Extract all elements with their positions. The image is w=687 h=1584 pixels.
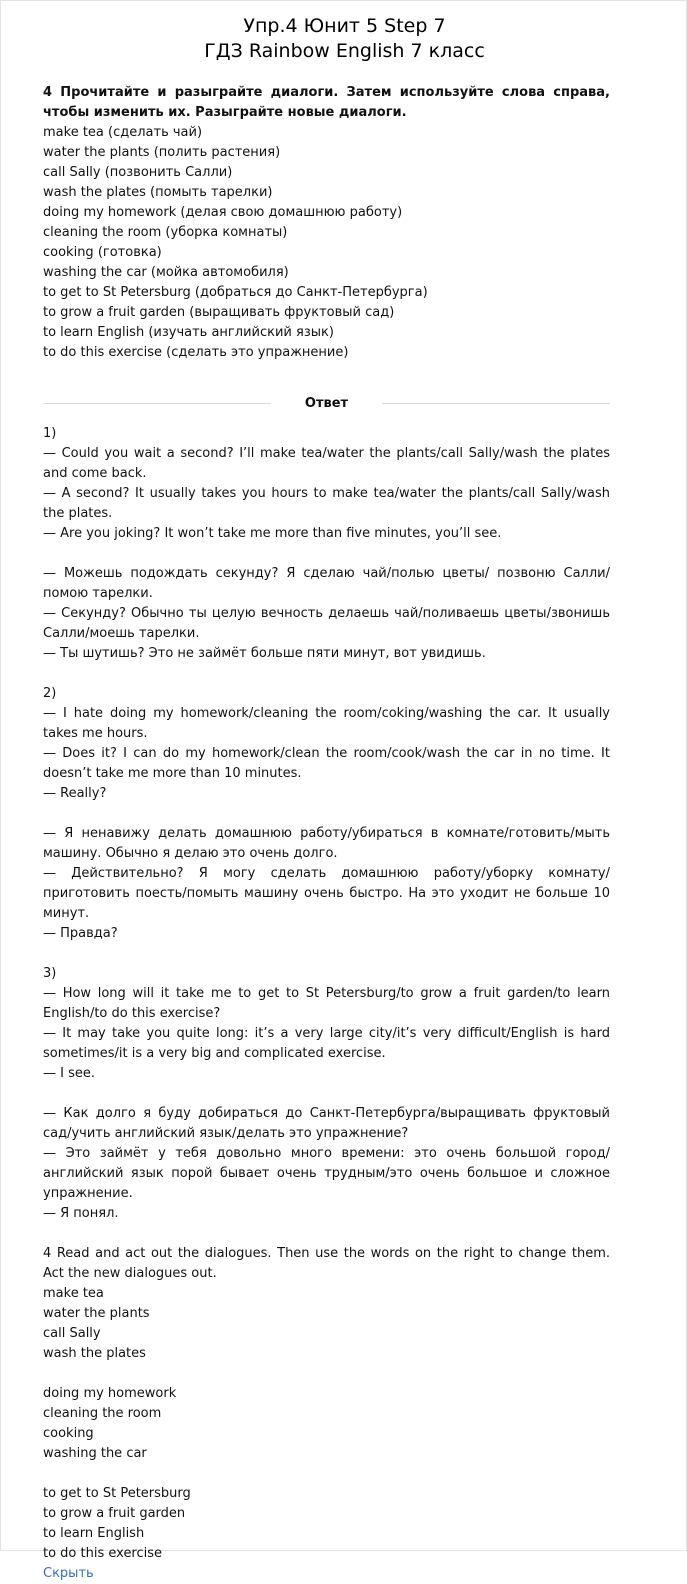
word-item: wash the plates (помыть тарелки) bbox=[43, 185, 273, 200]
page bbox=[1, 1, 687, 1581]
original-word: to do this exercise bbox=[43, 1546, 163, 1561]
answer-divider bbox=[43, 395, 610, 415]
word-item: make tea (сделать чай) bbox=[43, 125, 203, 140]
word-item: call Sally (позвонить Салли) bbox=[43, 165, 233, 180]
word-item: to do this exercise (сделать это упражнение) bbox=[43, 345, 349, 360]
word-item: cleaning the room (уборка комнаты) bbox=[43, 225, 288, 240]
dialogue-line-en: — Really? bbox=[43, 786, 107, 801]
original-word: make tea bbox=[43, 1286, 104, 1301]
dialogue-line-ru: — Как долго я буду добираться до Санкт-Петербурга/выращивать фруктовый сад/учить английский язык/делать это упражнение? bbox=[43, 1106, 610, 1141]
original-word: to grow a fruit garden bbox=[43, 1506, 186, 1521]
dialogue-line-ru: — Правда? bbox=[43, 926, 118, 941]
original-word: cooking bbox=[43, 1426, 94, 1441]
answer-label: Ответ bbox=[304, 396, 349, 411]
task-instruction: 4 Прочитайте и разыграйте диалоги. Затем используйте слова справа, чтобы изменить их. Разыграйте новые диалоги. bbox=[43, 85, 610, 120]
word-item: to learn English (изучать английский язык) bbox=[43, 325, 334, 340]
dialogue-line-en: — Are you joking? It won’t take me more than five minutes, you’ll see. bbox=[43, 526, 502, 541]
word-item: water the plants (полить растения) bbox=[43, 145, 281, 160]
dialogue-line-ru: — Секунду? Обычно ты целую вечность делаешь чай/поливаешь цветы/звонишь Салли/моешь тарелки. bbox=[43, 606, 610, 641]
original-word: wash the plates bbox=[43, 1346, 146, 1361]
divider-line-right bbox=[382, 403, 610, 404]
word-item: doing my homework (делая свою домашнюю работу) bbox=[43, 205, 403, 220]
page-subtitle: ГДЗ Rainbow English 7 класс bbox=[204, 40, 485, 62]
word-item: to get to St Petersburg (добраться до Санкт-Петербурга) bbox=[43, 285, 428, 300]
dialogue-line-ru: — Ты шутишь? Это не займёт больше пяти минут, вот увидишь. bbox=[43, 646, 486, 661]
dialogue-number: 3) bbox=[43, 966, 57, 981]
dialogue-line-en: — It may take you quite long: it’s a very large city/it’s very difficult/English is hard sometimes/it is a very big and complicated exercise. bbox=[43, 1026, 610, 1061]
original-instruction: 4 Read and act out the dialogues. Then use the words on the right to change them. Act the new dialogues out. bbox=[43, 1246, 610, 1281]
page-title: Упр.4 Юнит 5 Step 7 bbox=[243, 15, 446, 37]
original-word: cleaning the room bbox=[43, 1406, 162, 1421]
dialogue-line-en: — I hate doing my homework/cleaning the room/coking/washing the car. It usually takes me hours. bbox=[43, 706, 610, 741]
dialogue-line-en: — I see. bbox=[43, 1066, 95, 1081]
original-word: washing the car bbox=[43, 1446, 147, 1461]
word-item: washing the car (мойка автомобиля) bbox=[43, 265, 289, 280]
dialogue-line-ru: — Я понял. bbox=[43, 1206, 119, 1221]
task-block bbox=[43, 83, 610, 363]
word-item: cooking (готовка) bbox=[43, 245, 162, 260]
hide-link[interactable]: Скрыть bbox=[43, 1566, 94, 1581]
dialogue-number: 2) bbox=[43, 686, 57, 701]
original-word: doing my homework bbox=[43, 1386, 177, 1401]
dialogue-line-en: — Could you wait a second? I’ll make tea/water the plants/call Sally/wash the plates and come back. bbox=[43, 446, 610, 481]
dialogue-line-ru: — Это займёт у тебя довольно много времени: это очень большой город/английский язык порой бывает очень трудным/это очень большое и сложное упражнение. bbox=[43, 1146, 610, 1201]
original-word: water the plants bbox=[43, 1306, 150, 1321]
dialogue-line-en: — Does it? I can do my homework/clean the room/cook/wash the car in no time. It doesn’t take me more than 10 minutes. bbox=[43, 746, 610, 781]
dialogue-line-ru: — Можешь подождать секунду? Я сделаю чай/полью цветы/ позвоню Салли/помою тарелки. bbox=[43, 566, 610, 601]
dialogue-line-ru: — Я ненавижу делать домашнюю работу/убираться в комнате/готовить/мыть машину. Обычно я делаю это очень долго. bbox=[43, 826, 610, 861]
dialogue-line-ru: — Действительно? Я могу сделать домашнюю работу/уборку комнату/приготовить поесть/помыть машину очень быстро. На это уходит не больше 10 минут. bbox=[43, 866, 610, 921]
dialogue-line-en: — A second? It usually takes you hours to make tea/water the plants/call Sally/wash the plates. bbox=[43, 486, 610, 521]
word-item: to grow a fruit garden (выращивать фруктовый сад) bbox=[43, 305, 395, 320]
dialogue-number: 1) bbox=[43, 426, 57, 441]
original-word: call Sally bbox=[43, 1326, 101, 1341]
original-word: to learn English bbox=[43, 1526, 145, 1541]
answer-block bbox=[43, 424, 610, 1584]
dialogue-line-en: — How long will it take me to get to St Petersburg/to grow a fruit garden/to learn English/to do this exercise? bbox=[43, 986, 610, 1021]
original-word: to get to St Petersburg bbox=[43, 1486, 191, 1501]
